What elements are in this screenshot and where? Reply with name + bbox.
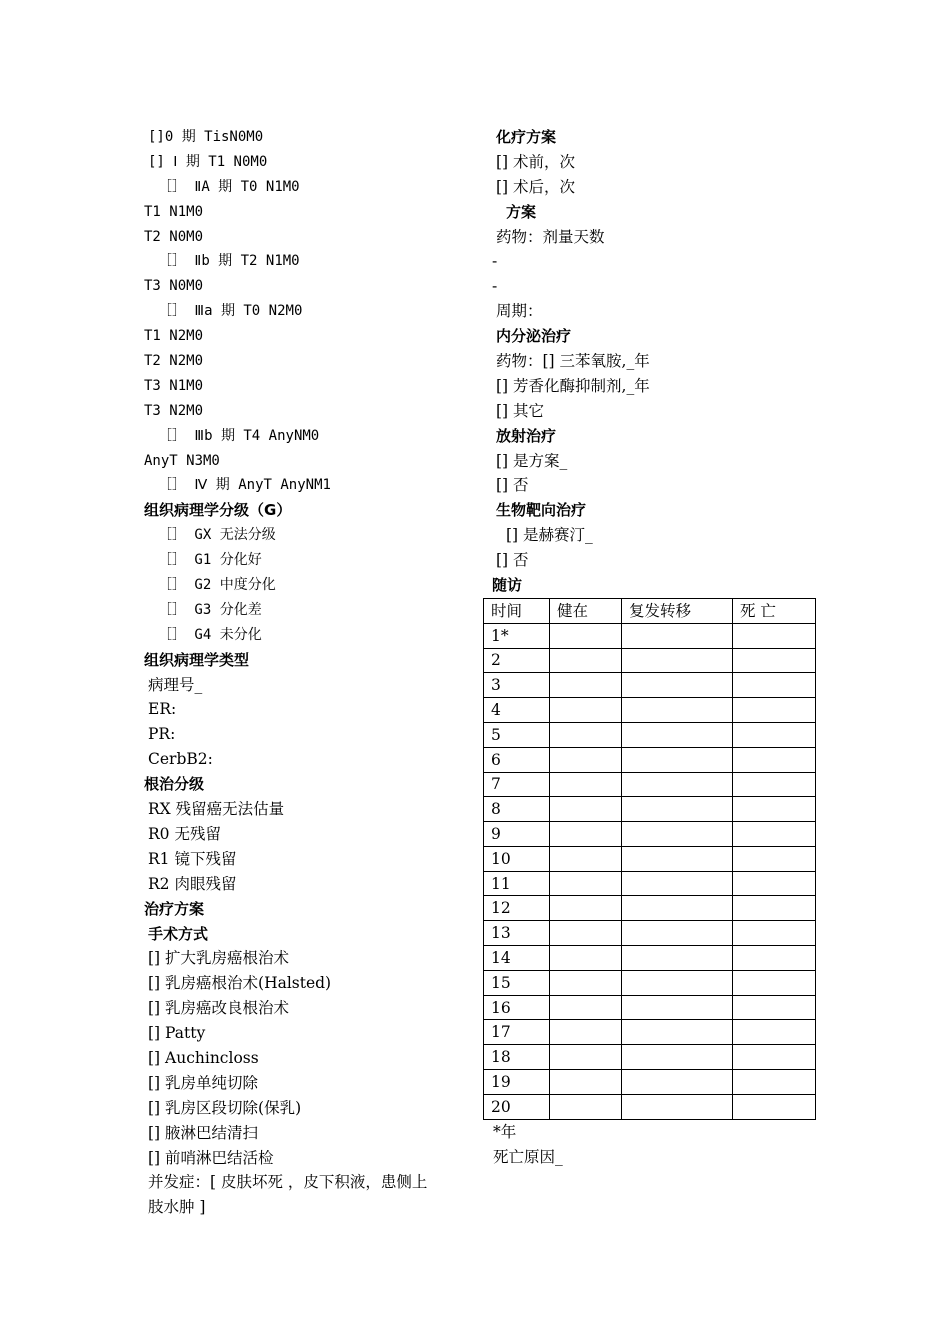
followup-year-cell: 1* [484,623,550,648]
followup-entry-cell[interactable] [550,747,622,772]
radiotherapy-no-option[interactable]: [] 否 [496,476,529,495]
table-row [484,896,816,921]
followup-entry-cell[interactable] [622,623,733,648]
chemo-plan-label: 方案 [506,202,537,221]
followup-year-cell: 20 [484,1094,550,1119]
followup-entry-cell[interactable] [733,1020,816,1045]
left-column [144,125,444,1220]
table-row [484,772,816,797]
followup-entry-cell[interactable] [733,921,816,946]
followup-entry-cell[interactable] [550,1070,622,1095]
followup-entry-cell[interactable] [550,921,622,946]
aromatase-option[interactable]: [] 芳香化酶抑制剂,_年 [496,376,650,395]
table-row [484,921,816,946]
stage-3a-line: T3 N2M0 [144,402,204,419]
endocrine-heading: 内分泌治疗 [496,327,572,346]
table-header-row [484,598,816,623]
followup-entry-cell[interactable] [622,772,733,797]
followup-entry-cell[interactable] [733,871,816,896]
followup-entry-cell[interactable] [622,673,733,698]
followup-entry-cell[interactable] [550,822,622,847]
followup-entry-cell[interactable] [622,896,733,921]
endocrine-other-option[interactable]: [] 其它 [496,401,545,420]
surgery-heading: 手术方式 [148,924,209,943]
targeted-therapy-heading: 生物靶向治疗 [496,501,587,520]
radiotherapy-yes-option[interactable]: [] 是方案_ [496,451,568,470]
followup-footnote: *年 [493,1122,517,1141]
followup-entry-cell[interactable] [733,1094,816,1119]
table-row [484,871,816,896]
followup-entry-cell[interactable] [622,946,733,971]
blank-line[interactable]: - [492,277,498,296]
radical-heading: 根治分级 [144,775,205,794]
table-row [484,846,816,871]
followup-entry-cell[interactable] [622,970,733,995]
chemo-pre-op-option[interactable]: [] 术前，次 [496,152,576,171]
followup-entry-cell[interactable] [550,871,622,896]
surgery-option[interactable]: [] 乳房区段切除(保乳) [148,1098,302,1117]
table-header-cell: 健在 [550,598,622,623]
followup-year-cell: 14 [484,946,550,971]
followup-entry-cell[interactable] [550,673,622,698]
grade-g1-option[interactable]: ［］ G1 分化好 [158,552,262,569]
followup-entry-cell[interactable] [550,846,622,871]
followup-entry-cell[interactable] [622,822,733,847]
er-field[interactable]: ER: [148,700,177,719]
followup-entry-cell[interactable] [622,846,733,871]
surgery-option[interactable]: [] 扩大乳房癌根治术 [148,949,290,968]
followup-entry-cell[interactable] [622,722,733,747]
stage-3a-line: T1 N2M0 [144,328,204,345]
followup-year-cell: 2 [484,648,550,673]
followup-year-cell: 12 [484,896,550,921]
followup-entry-cell[interactable] [733,970,816,995]
stage-2a-line: T1 N1M0 [144,203,204,220]
radical-r1: R1 镜下残留 [148,849,237,868]
targeted-therapy-no-option[interactable]: [] 否 [496,551,529,570]
grade-g4-option[interactable]: ［］ G4 未分化 [158,626,262,643]
followup-entry-cell[interactable] [550,797,622,822]
table-row [484,623,816,648]
followup-year-cell: 10 [484,846,550,871]
table-row [484,648,816,673]
followup-year-cell: 19 [484,1070,550,1095]
followup-entry-cell[interactable] [733,747,816,772]
followup-entry-cell[interactable] [550,1094,622,1119]
followup-entry-cell[interactable] [733,822,816,847]
followup-entry-cell[interactable] [550,995,622,1020]
stage-2b-line: T3 N0M0 [144,278,204,295]
followup-entry-cell[interactable] [622,1070,733,1095]
table-row [484,1020,816,1045]
radiotherapy-heading: 放射治疗 [496,426,557,445]
followup-entry-cell[interactable] [622,871,733,896]
followup-entry-cell[interactable] [733,896,816,921]
stage-4-option[interactable]: ［］ Ⅳ 期 AnyT AnyNM1 [158,477,331,494]
followup-entry-cell[interactable] [733,1070,816,1095]
cycle-field[interactable]: 周期： [496,302,543,321]
table-row [484,1094,816,1119]
followup-entry-cell[interactable] [733,623,816,648]
followup-entry-cell[interactable] [733,772,816,797]
right-column [492,125,822,1169]
followup-entry-cell[interactable] [550,623,622,648]
table-row [484,1070,816,1095]
followup-table [483,598,816,1120]
followup-year-cell: 18 [484,1045,550,1070]
blank-line[interactable]: - [492,252,498,271]
followup-entry-cell[interactable] [733,946,816,971]
grade-gx-option[interactable]: ［］ GX 无法分级 [158,527,276,544]
table-row [484,1045,816,1070]
followup-entry-cell[interactable] [550,1045,622,1070]
table-row [484,946,816,971]
table-row [484,797,816,822]
table-header-cell: 时间 [484,598,550,623]
stage-2a-line: T2 N0M0 [144,228,204,245]
table-row [484,995,816,1020]
grade-g2-option[interactable]: ［］ G2 中度分化 [158,577,276,594]
followup-entry-cell[interactable] [622,1045,733,1070]
table-row [484,673,816,698]
cerbb2-field[interactable]: CerbB2: [148,750,213,769]
grade-heading: 组织病理学分级（G） [144,501,292,520]
stage-1-option[interactable]: [] Ⅰ 期 T1 N0M0 [148,153,268,170]
pr-field[interactable]: PR: [148,725,176,744]
surgery-option[interactable]: [] 腋淋巴结清扫 [148,1123,259,1142]
followup-year-cell: 6 [484,747,550,772]
followup-entry-cell[interactable] [733,846,816,871]
followup-entry-cell[interactable] [550,970,622,995]
followup-entry-cell[interactable] [550,946,622,971]
followup-entry-cell[interactable] [550,722,622,747]
followup-entry-cell[interactable] [622,1020,733,1045]
surgery-option[interactable]: [] 乳房癌根治术(Halsted) [148,974,332,993]
followup-entry-cell[interactable] [622,698,733,723]
followup-entry-cell[interactable] [622,797,733,822]
radical-r2: R2 肉眼残留 [148,874,237,893]
stage-3b-option[interactable]: ［］ Ⅲb 期 T4 AnyNM0 [158,427,320,444]
stage-3a-line: T3 N1M0 [144,377,204,394]
followup-entry-cell[interactable] [550,648,622,673]
stage-3b-line: AnyT N3M0 [144,452,220,469]
stage-3a-option[interactable]: ［］ Ⅲa 期 T0 N2M0 [158,303,303,320]
pathology-number-field[interactable]: 病理号_ [148,675,203,694]
tamoxifen-option[interactable]: 药物：[] 三苯氧胺,_年 [496,352,650,371]
treatment-heading: 治疗方案 [144,899,205,918]
followup-year-cell: 5 [484,722,550,747]
table-header-cell: 死 亡 [733,598,816,623]
complication-field[interactable]: 并发症：[ 皮肤坏死 ，皮下积液，患侧上肢水肿 ] [148,1173,428,1217]
surgery-option[interactable]: [] Auchincloss [148,1048,259,1067]
surgery-option[interactable]: [] Patty [148,1024,206,1043]
type-heading: 组织病理学类型 [144,650,250,669]
chemo-post-op-option[interactable]: [] 术后，次 [496,177,576,196]
table-row [484,747,816,772]
drug-dose-field[interactable]: 药物：剂量天数 [496,227,605,246]
stage-2b-option[interactable]: ［］ Ⅱb 期 T2 N1M0 [158,253,300,270]
surgery-option[interactable]: [] 前哨淋巴结活检 [148,1148,274,1167]
followup-entry-cell[interactable] [550,698,622,723]
radical-rx: RX 残留癌无法估量 [148,800,285,819]
surgery-option[interactable]: [] 乳房癌改良根治术 [148,999,290,1018]
herceptin-yes-option[interactable]: [] 是赫赛汀_ [506,526,593,545]
followup-entry-cell[interactable] [550,1020,622,1045]
followup-heading: 随访 [492,576,523,595]
followup-entry-cell[interactable] [733,648,816,673]
followup-entry-cell[interactable] [622,1094,733,1119]
followup-year-cell: 17 [484,1020,550,1045]
followup-year-cell: 4 [484,698,550,723]
followup-entry-cell[interactable] [550,896,622,921]
followup-entry-cell[interactable] [622,747,733,772]
followup-entry-cell[interactable] [733,1045,816,1070]
table-row [484,970,816,995]
stage-0-option[interactable]: []0 期 TisN0M0 [148,129,264,145]
followup-year-cell: 11 [484,871,550,896]
table-header-cell: 复发转移 [622,598,733,623]
followup-entry-cell[interactable] [733,797,816,822]
followup-year-cell: 13 [484,921,550,946]
followup-entry-cell[interactable] [550,772,622,797]
grade-g3-option[interactable]: ［］ G3 分化差 [158,601,262,618]
followup-year-cell: 8 [484,797,550,822]
followup-entry-cell[interactable] [733,722,816,747]
radical-r0: R0 无残留 [148,824,221,843]
table-row [484,822,816,847]
followup-entry-cell[interactable] [733,995,816,1020]
followup-year-cell: 7 [484,772,550,797]
stage-3a-line: T2 N2M0 [144,353,204,370]
death-cause-field[interactable]: 死亡原因_ [493,1147,563,1166]
followup-entry-cell[interactable] [733,698,816,723]
stage-2a-option[interactable]: ［］ ⅡA 期 T0 N1M0 [158,178,300,195]
followup-entry-cell[interactable] [622,921,733,946]
followup-year-cell: 9 [484,822,550,847]
table-row [484,698,816,723]
chemo-heading: 化疗方案 [496,128,557,146]
followup-entry-cell[interactable] [622,648,733,673]
table-row [484,722,816,747]
followup-entry-cell[interactable] [622,995,733,1020]
followup-year-cell: 16 [484,995,550,1020]
surgery-option[interactable]: [] 乳房单纯切除 [148,1073,259,1092]
followup-year-cell: 15 [484,970,550,995]
followup-year-cell: 3 [484,673,550,698]
followup-entry-cell[interactable] [733,673,816,698]
